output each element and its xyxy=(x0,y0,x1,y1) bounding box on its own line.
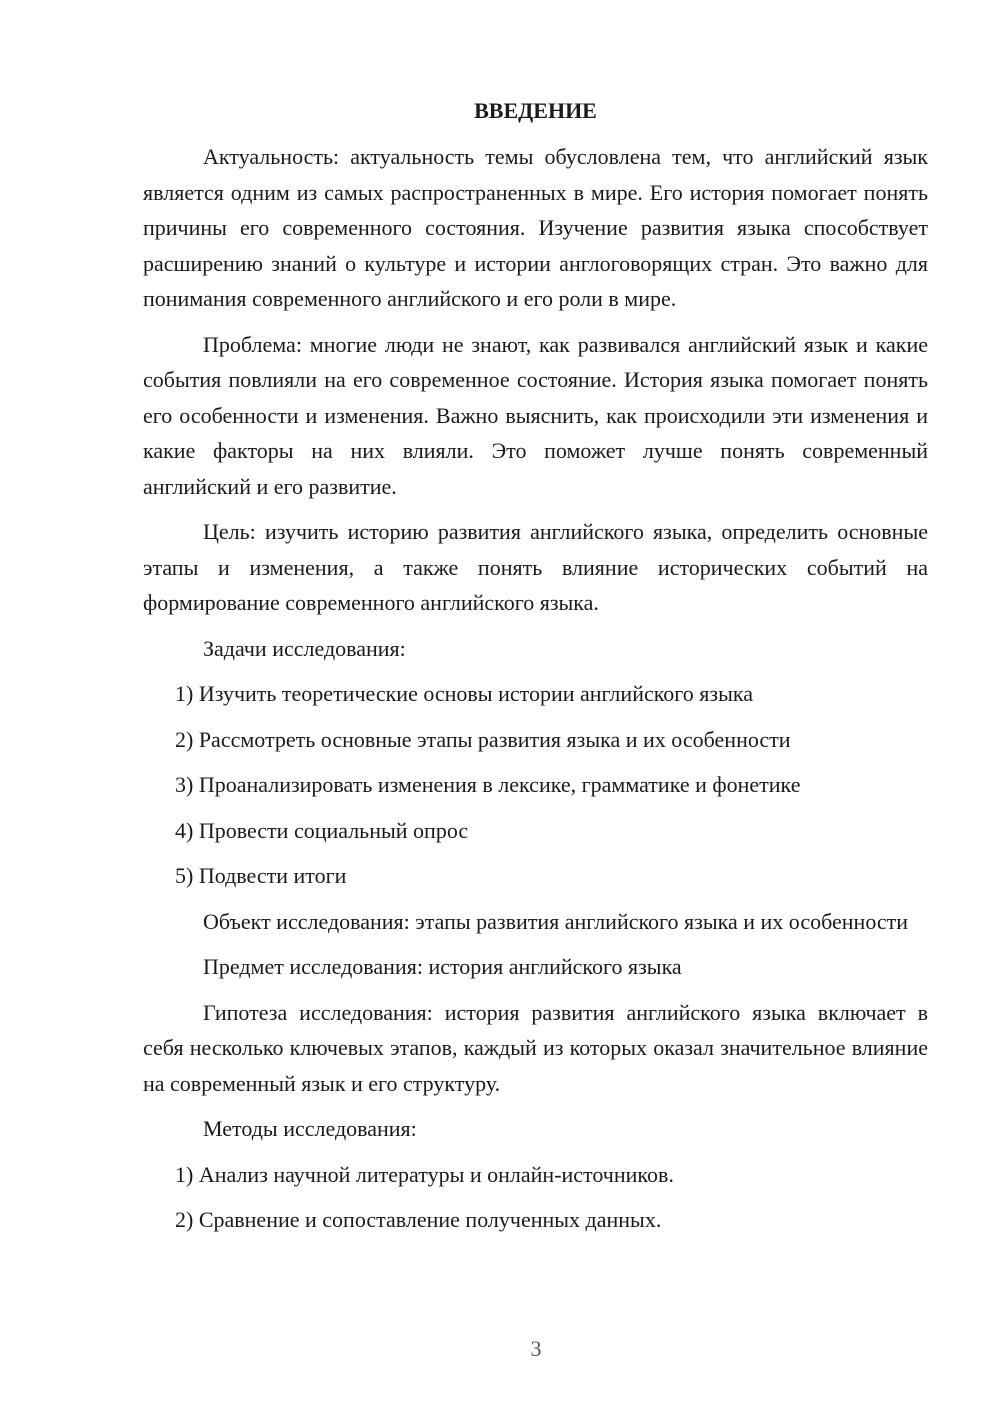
page-title: ВВЕДЕНИЕ xyxy=(474,98,597,123)
task-item: 2) Рассмотреть основные этапы развития языка и их особенности xyxy=(175,726,791,752)
relevance-paragraph: Актуальность: актуальность темы обусловлена тем, что английский язык является одним из самых распространенных в мире. Его история помогает понять причины его современного состояния. Изучение развития языка способствует расширению знаний о культуре и истории англоговорящих стран. Это важно для понимания современного английского и его роли в мире. xyxy=(143,144,928,311)
method-item: 2) Сравнение и сопоставление полученных данных. xyxy=(175,1207,662,1232)
page-number: 3 xyxy=(530,1336,542,1361)
task-item: 4) Провести социальный опрос xyxy=(175,817,469,843)
method-item: 1) Анализ научной литературы и онлайн-источников. xyxy=(175,1161,674,1187)
methods-list xyxy=(143,1157,928,1238)
methods-label: Методы исследования: xyxy=(203,1116,417,1141)
task-item: 5) Подвести итоги xyxy=(175,863,347,888)
task-item: 1) Изучить теоретические основы истории английского языка xyxy=(175,681,753,706)
problem-paragraph: Проблема: многие люди не знают, как развивался английский язык и какие события повлияли на его современное состояние. История языка помогает понять его особенности и изменения. Важно выяснить, как происходили эти изменения и какие факторы на них влияли. Это поможет лучше понять современный английский и его развитие. xyxy=(143,331,928,499)
hypothesis-paragraph: Гипотеза исследования: история развития английского языка включает в себя несколько ключевых этапов, каждый из которых оказал значительное влияние на современный язык и его структуру. xyxy=(143,999,928,1096)
subject-paragraph: Предмет исследования: история английского языка xyxy=(203,954,682,979)
tasks-list xyxy=(143,676,928,894)
tasks-label: Задачи исследования: xyxy=(203,635,406,661)
object-paragraph: Объект исследования: этапы развития английского языка и их особенности xyxy=(203,908,909,934)
task-item: 3) Проанализировать изменения в лексике, грамматике и фонетике xyxy=(175,772,801,797)
document-page xyxy=(143,95,928,1248)
goal-paragraph: Цель: изучить историю развития английского языка, определить основные этапы и изменения, а также понять влияние исторических событий на формирование современного английского языка. xyxy=(143,519,928,615)
